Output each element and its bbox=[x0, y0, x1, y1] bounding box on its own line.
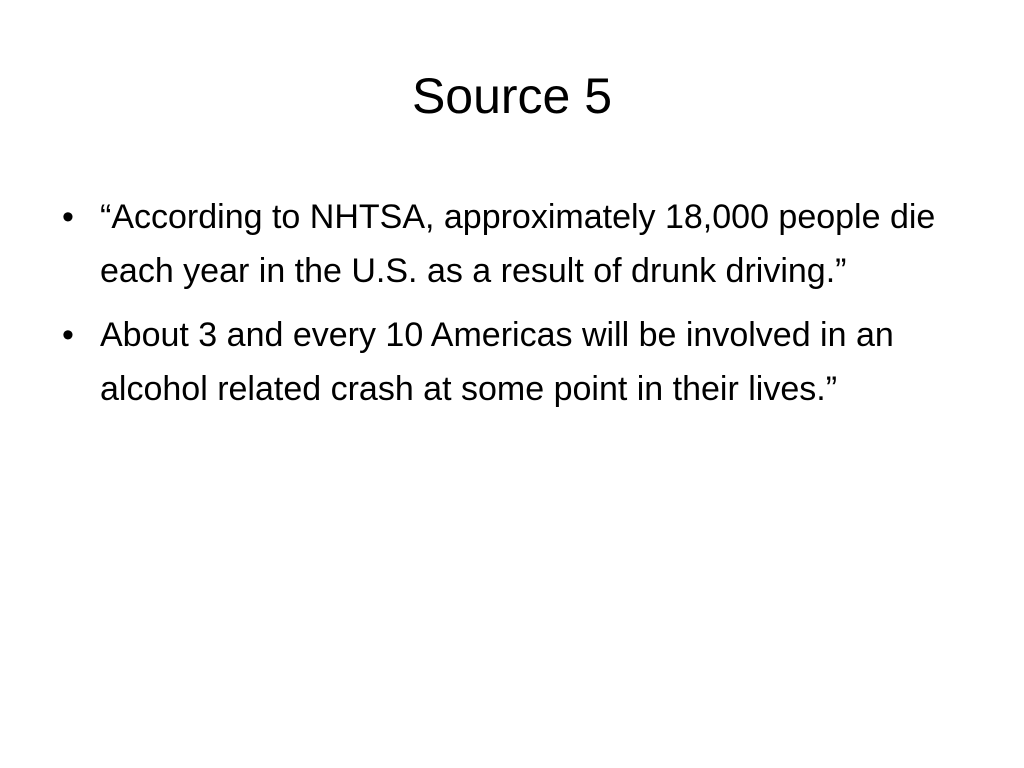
bullet-text: About 3 and every 10 Americas will be involved in an alcohol related crash at some point in their lives.” bbox=[100, 316, 894, 408]
slide-title: Source 5 bbox=[411, 68, 613, 124]
bullet-icon: • bbox=[62, 316, 74, 354]
bullet-item bbox=[62, 308, 962, 416]
bullet-text: “According to NHTSA, approximately 18,000 people die each year in the U.S. as a result of drunk driving.” bbox=[100, 198, 936, 290]
bullet-icon: • bbox=[62, 198, 74, 236]
bullet-item bbox=[62, 190, 962, 298]
bullet-list bbox=[62, 190, 962, 426]
